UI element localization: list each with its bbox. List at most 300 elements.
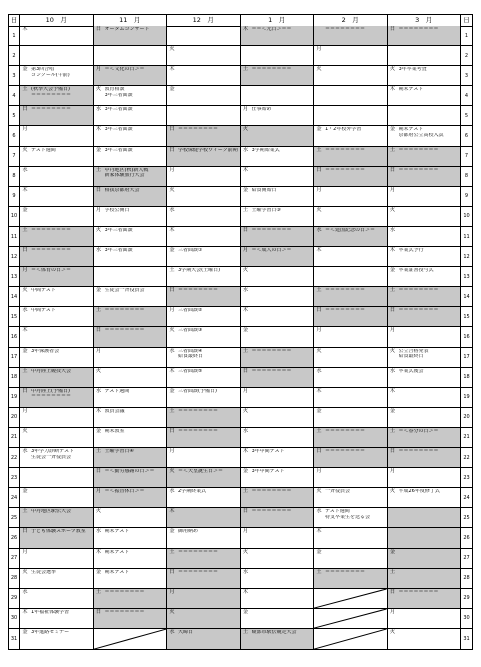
weekday-label: 火 [242, 548, 249, 555]
day-cell [241, 167, 315, 186]
weekday-label: 金 [389, 126, 396, 133]
weekday-label: 金 [242, 186, 249, 193]
weekday-label: 木 [22, 327, 28, 334]
event-list [398, 408, 461, 427]
day-number-right: 31 [463, 635, 470, 642]
event-list [104, 448, 167, 467]
weekday-label: 月 [95, 206, 102, 213]
event-list [104, 227, 167, 246]
weekday-label: 日 [389, 448, 396, 455]
day-cell [167, 187, 241, 206]
calendar-row-day-26 [9, 528, 472, 548]
event-text: 給食開始日 [251, 187, 277, 193]
weekday-label: 金 [22, 206, 28, 213]
weekday-label: 日 [316, 307, 322, 314]
event-text: 3学期大会(土曜日) [178, 268, 221, 274]
day-number-left: 3 [9, 66, 20, 85]
day-number-left: 16 [9, 327, 20, 346]
day-cell [388, 46, 462, 65]
weekday-label: 火 [389, 488, 396, 495]
day-cell [241, 86, 315, 105]
calendar-row-day-12 [9, 247, 472, 267]
day-cell [167, 247, 241, 266]
day-cell [314, 589, 388, 608]
day-cell [314, 267, 388, 286]
weekday-label [94, 46, 104, 65]
day-number-right: 28 [463, 575, 470, 582]
event-list [251, 26, 314, 45]
calendar-row-day-2 [9, 46, 472, 66]
weekday-label: 土 [316, 568, 322, 575]
event-list [177, 287, 240, 306]
weekday-label: 金 [169, 86, 175, 93]
event-list [324, 287, 387, 306]
day-cell [241, 307, 315, 326]
day-cell [388, 26, 462, 45]
day-cell [167, 408, 241, 427]
day-number-right: 20 [463, 414, 470, 421]
event-list [251, 187, 314, 206]
day-cell [241, 388, 315, 407]
weekday-label [314, 589, 324, 608]
event-list [398, 247, 461, 266]
event-list [30, 408, 93, 427]
weekday-label: 月 [22, 407, 28, 414]
weekday-label: 日 [22, 528, 28, 535]
event-text: ＝＜天皇誕生日＞＝ [178, 469, 224, 475]
event-list [398, 187, 461, 206]
day-number-right: 10 [463, 213, 470, 220]
weekday-label: 木 [316, 387, 322, 394]
day-cell [241, 488, 315, 507]
day-cell [94, 428, 168, 447]
weekday-label: 土 [169, 548, 175, 555]
event-list [398, 147, 461, 166]
day-cell [241, 207, 315, 226]
event-list [30, 307, 93, 326]
event-list [251, 86, 314, 105]
event-list [398, 388, 461, 407]
event-list [398, 86, 461, 105]
event-list [398, 508, 461, 527]
day-cell [314, 448, 388, 467]
weekday-label: 木 [169, 367, 175, 374]
day-cell [388, 207, 462, 226]
day-cell [167, 348, 241, 367]
day-number-right: 2 [464, 52, 469, 59]
day-cell [20, 66, 94, 85]
day-cell [94, 287, 168, 306]
event-list [30, 167, 93, 186]
event-list [177, 569, 240, 588]
day-number-left: 22 [9, 448, 20, 467]
event-text: 中丹地区(秋)新人戦 [104, 167, 149, 173]
day-cell [167, 508, 241, 527]
day-cell [314, 569, 388, 588]
day-cell [241, 408, 315, 427]
event-list [177, 187, 240, 206]
day-cell [20, 408, 94, 427]
day-cell [20, 488, 94, 507]
day-cell [94, 307, 168, 326]
day-cell [314, 368, 388, 387]
event-list [104, 287, 167, 306]
event-text: 土曜学習日④ [104, 449, 134, 455]
event-text: テスト週間 [325, 509, 350, 515]
event-text: ＝＝＝＝＝＝＝＝ [398, 449, 439, 455]
weekday-label: 日 [95, 186, 102, 193]
weekday-label: 金 [22, 347, 28, 354]
day-cell [20, 187, 94, 206]
event-list [30, 287, 93, 306]
event-list [30, 549, 93, 568]
day-number-right: 13 [463, 273, 470, 280]
day-number-right: 27 [463, 555, 470, 562]
day-number-left: 31 [9, 629, 20, 649]
weekday-label: 土 [389, 146, 396, 153]
day-cell [167, 66, 241, 85]
day-cell [314, 106, 388, 125]
day-cell [241, 147, 315, 166]
day-cell [388, 327, 462, 346]
weekday-label: 火 [389, 66, 396, 73]
event-text: ＝＜春分の日＞＝ [398, 428, 439, 434]
day-cell [167, 147, 241, 166]
weekday-label: 火 [22, 146, 28, 153]
day-cell [94, 167, 168, 186]
event-text: 期末テスト [398, 127, 424, 133]
day-cell [20, 388, 94, 407]
weekday-label: 月 [242, 247, 249, 254]
event-list [324, 46, 387, 65]
weekday-label: 木 [95, 407, 102, 414]
day-cell [167, 468, 241, 487]
day-number-left: 13 [9, 267, 20, 286]
event-list [30, 508, 93, 527]
weekday-label: 月 [316, 46, 322, 53]
day-cell [167, 86, 241, 105]
weekday-label [314, 86, 324, 105]
day-number-right: 7 [464, 153, 469, 160]
day-cell [314, 488, 388, 507]
event-list [30, 569, 93, 588]
weekday-label [94, 267, 104, 286]
day-cell [167, 448, 241, 467]
event-text: 学校保健学校ウィーク前期 [178, 147, 238, 153]
event-text: 3年保護者会 [31, 348, 60, 354]
event-list [104, 147, 167, 166]
weekday-label: 月 [169, 448, 175, 455]
weekday-label: 水 [169, 206, 175, 213]
day-number-left: 28 [9, 569, 20, 588]
day-number-left: 8 [9, 167, 20, 186]
weekday-label: 水 [22, 307, 28, 314]
day-cell [241, 448, 315, 467]
event-list [398, 307, 461, 326]
event-list [104, 589, 167, 608]
day-cell [241, 227, 315, 246]
event-list [398, 549, 461, 568]
day-cell [241, 187, 315, 206]
day-cell [167, 307, 241, 326]
event-list [177, 448, 240, 467]
event-text: 土曜学習日③ [251, 207, 281, 213]
weekday-label: 水 [316, 226, 322, 233]
event-list [30, 448, 93, 467]
event-text: ＝＝＝＝＝＝＝＝ [31, 248, 72, 254]
weekday-label: 土 [22, 508, 28, 515]
event-list [30, 327, 93, 346]
weekday-label: 水 [242, 146, 249, 153]
day-cell [314, 629, 388, 649]
day-cell [94, 408, 168, 427]
event-list [251, 488, 314, 507]
header-day-label-left: 日 [9, 15, 20, 26]
weekday-label: 日 [169, 146, 175, 153]
calendar-row-day-30 [9, 609, 472, 629]
event-text: ＝＝＝＝＝＝＝＝ [251, 489, 292, 495]
weekday-label: 火 [389, 628, 396, 635]
event-list [251, 549, 314, 568]
event-text: 御用納め [178, 529, 199, 535]
event-list [324, 187, 387, 206]
calendar-row-day-23 [9, 468, 472, 488]
day-cell [241, 126, 315, 145]
event-list [324, 26, 387, 45]
event-list [104, 468, 167, 487]
event-list [324, 629, 387, 649]
event-list [104, 26, 167, 45]
weekday-label: 金 [22, 488, 28, 495]
weekday-label: 日 [169, 427, 175, 434]
weekday-label [388, 528, 398, 547]
weekday-label: 月 [22, 126, 28, 133]
event-list [177, 549, 240, 568]
day-cell [167, 549, 241, 568]
event-list [251, 388, 314, 407]
day-cell [241, 609, 315, 628]
header-month-1: 10 月 [20, 15, 94, 26]
day-cell [388, 569, 462, 588]
header-month-3: 12 月 [167, 15, 241, 26]
day-number-right: 3 [464, 72, 469, 79]
event-list [324, 569, 387, 588]
weekday-label: 火 [22, 568, 28, 575]
event-list [324, 247, 387, 266]
weekday-label: 木 [169, 226, 175, 233]
event-text: ＝＜成人の日＞＝ [251, 248, 292, 254]
event-list [30, 26, 93, 45]
weekday-label [314, 609, 324, 628]
event-list [251, 247, 314, 266]
weekday-label: 土 [22, 86, 28, 93]
day-cell [314, 126, 388, 145]
weekday-label: 土 [242, 206, 249, 213]
event-text: 特支卒業生を送る会 [325, 515, 371, 521]
weekday-label: 月 [95, 347, 102, 354]
event-list [324, 167, 387, 186]
event-text: ＝＝＝＝＝＝＝＝ [398, 589, 439, 595]
event-list [251, 126, 314, 145]
event-list [30, 388, 93, 407]
day-cell [314, 287, 388, 306]
weekday-label: 土 [242, 488, 249, 495]
day-number-right: 17 [463, 354, 470, 361]
day-cell [241, 26, 315, 45]
day-number-left: 29 [9, 589, 20, 608]
event-list [177, 66, 240, 85]
day-number-right: 9 [464, 193, 469, 200]
calendar-row-day-15 [9, 307, 472, 327]
event-list [398, 227, 461, 246]
event-list [177, 227, 240, 246]
calendar-row-day-27 [9, 549, 472, 569]
day-cell [94, 46, 168, 65]
event-text: ＝＝＝＝＝＝＝＝ [251, 227, 292, 233]
event-text: ＝＝＝＝＝＝＝＝ [104, 589, 145, 595]
event-list [104, 629, 167, 649]
calendar-row-day-7 [9, 147, 472, 167]
calendar-row-day-17 [9, 348, 472, 368]
event-text: ＝＝＝＝＝＝＝＝ [398, 308, 439, 314]
weekday-label: 火 [242, 126, 249, 133]
event-list [324, 86, 387, 105]
event-text: ＝＝＝＝＝＝＝＝ [398, 27, 439, 32]
weekday-label [388, 106, 398, 125]
event-list [324, 408, 387, 427]
event-list [30, 528, 93, 547]
day-cell [241, 348, 315, 367]
weekday-label: 木 [22, 26, 28, 32]
event-text: ＝＝＜元日＞＝＝ [251, 27, 292, 32]
day-cell [94, 508, 168, 527]
weekday-label: 木 [242, 166, 249, 173]
day-number-right: 21 [463, 434, 470, 441]
event-text: ＝＝＝＝＝＝＝＝ [325, 147, 366, 153]
day-cell [167, 327, 241, 346]
event-text: 3年進路セミナー [31, 629, 70, 635]
calendar-row-day-24 [9, 488, 472, 508]
weekday-label: 火 [22, 427, 28, 434]
day-cell [94, 66, 168, 85]
weekday-label: 火 [95, 367, 102, 374]
day-number-right: 25 [463, 514, 470, 521]
day-cell [388, 589, 462, 608]
event-text: 3年三者面談 [104, 93, 133, 99]
weekday-label: 月 [389, 468, 396, 475]
weekday-label: 水 [22, 588, 28, 595]
weekday-label: 月 [22, 548, 28, 555]
event-list [177, 428, 240, 447]
event-list [324, 207, 387, 226]
header-month-4: 1 月 [241, 15, 315, 26]
event-list [104, 66, 167, 85]
event-text: 公立合格発表 [398, 348, 429, 354]
day-cell [94, 348, 168, 367]
event-text: ＝＝＝＝＝＝＝＝ [325, 428, 366, 434]
day-cell [314, 348, 388, 367]
event-text: 卒業式予行 [398, 248, 424, 254]
day-number-right: 18 [463, 374, 470, 381]
event-list [104, 267, 167, 286]
event-list [30, 348, 93, 367]
event-text: 三者面談③ [178, 328, 203, 334]
day-cell [20, 508, 94, 527]
day-cell [167, 428, 241, 447]
day-number-left: 17 [9, 348, 20, 367]
event-text: ＝＝＝＝＝＝＝＝ [178, 549, 219, 555]
weekday-label: 日 [316, 166, 322, 173]
event-list [104, 207, 167, 226]
calendar-row-day-19 [9, 388, 472, 408]
weekday-label: 火 [169, 46, 175, 53]
day-number-right: 23 [463, 474, 470, 481]
day-cell [20, 327, 94, 346]
day-cell [388, 348, 462, 367]
weekday-label: 日 [22, 247, 28, 254]
day-number-left: 10 [9, 207, 20, 226]
day-cell [241, 468, 315, 487]
weekday-label: 金 [389, 548, 396, 555]
day-cell [388, 126, 462, 145]
weekday-label: 金 [316, 407, 322, 414]
weekday-label: 木 [242, 588, 249, 595]
weekday-label [314, 26, 324, 45]
event-list [30, 46, 93, 65]
day-number-left: 25 [9, 508, 20, 527]
weekday-label: 日 [95, 608, 102, 615]
event-list [177, 46, 240, 65]
day-number-left: 5 [9, 106, 20, 125]
event-list [251, 569, 314, 588]
day-cell [167, 26, 241, 45]
event-text: ＝＝＝＝＝＝＝＝ [178, 288, 219, 294]
event-list [251, 609, 314, 628]
event-list [324, 327, 387, 346]
day-cell [241, 287, 315, 306]
event-list [251, 327, 314, 346]
day-cell [388, 468, 462, 487]
weekday-label: 月 [22, 267, 28, 274]
weekday-label: 日 [389, 588, 396, 595]
day-cell [167, 126, 241, 145]
event-list [177, 147, 240, 166]
day-number-left: 21 [9, 428, 20, 447]
event-text: 1年福祉体験学習 [31, 609, 70, 615]
weekday-label: 木 [389, 86, 396, 93]
event-list [398, 126, 461, 145]
day-cell [94, 227, 168, 246]
weekday-label: 金 [242, 608, 249, 615]
weekday-label: 月 [389, 327, 396, 334]
event-text: 第3回合唱 [31, 67, 55, 73]
weekday-label [167, 106, 177, 125]
event-list [104, 408, 167, 427]
calendar-row-day-3 [9, 66, 472, 86]
calendar-row-day-20 [9, 408, 472, 428]
day-cell [20, 448, 94, 467]
day-cell [20, 227, 94, 246]
weekday-label: 水 [95, 528, 102, 535]
calendar-row-day-25 [9, 508, 472, 528]
day-cell [94, 528, 168, 547]
event-list [104, 348, 167, 367]
weekday-label: 月 [389, 186, 396, 193]
day-cell [388, 609, 462, 628]
event-text: 3学期始業式 [251, 147, 280, 153]
day-number-right: 16 [463, 333, 470, 340]
weekday-label: 火 [389, 347, 396, 354]
